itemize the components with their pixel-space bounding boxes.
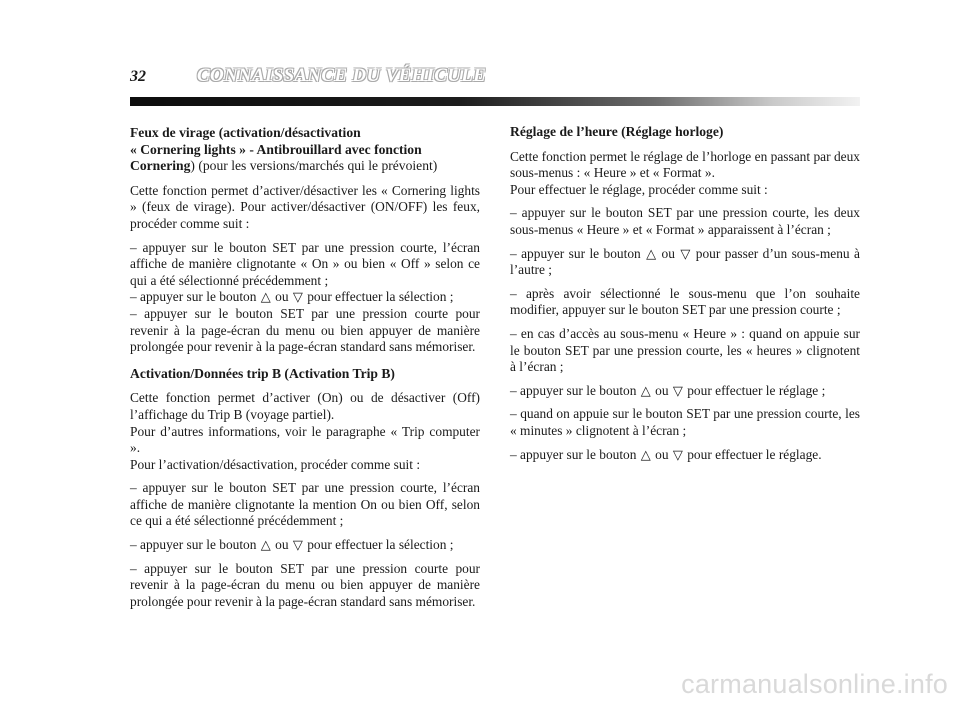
paragraph: Cette fonction permet d’activer/désactiver les « Cornering lights » (feux de virage). Pour activer/désactiver (ON/OFF) les feux, procéder comme suit :: [130, 182, 480, 231]
up-triangle-icon: △: [646, 246, 657, 262]
text-fragment: pour effectuer la sélection ;: [303, 537, 454, 553]
text-fragment: – appuyer sur le bouton: [130, 537, 260, 553]
watermark: carmanualsonline.info: [681, 669, 948, 699]
text-fragment: ou: [657, 245, 680, 261]
up-triangle-icon: △: [260, 290, 271, 306]
text-fragment: ou: [271, 289, 292, 305]
up-triangle-icon: △: [640, 383, 651, 399]
heading-line-3-bold: Cornering: [130, 158, 191, 174]
page-header: [130, 60, 860, 90]
down-triangle-icon: ▽: [680, 246, 691, 262]
paragraph: Pour d’autres informations, voir le paragraphe « Trip computer ».: [130, 423, 480, 456]
text-fragment: – appuyer sur le bouton: [510, 446, 640, 462]
paragraph: – appuyer sur le bouton SET par une pression courte, l’écran affiche de manière clignotante « On » ou bien « Off » selon ce qui a été sélectionné précédemment ;: [130, 239, 480, 288]
paragraph: Cette fonction permet d’activer (On) ou de désactiver (Off) l’affichage du Trip B (voyage partiel).: [130, 390, 480, 422]
paragraph: – après avoir sélectionné le sous-menu que l’on souhaite modifier, appuyer sur le bouton SET par une pression courte ;: [510, 285, 860, 318]
paragraph-with-icons: [510, 246, 860, 279]
paragraph-with-icons: [510, 383, 860, 400]
heading-line-2: « Cornering lights » - Antibrouillard avec fonction: [130, 141, 422, 157]
paragraph: – appuyer sur le bouton SET par une pression courte, l’écran affiche de manière clignotante la mention On ou bien Off, selon ce qui a été sélectionné précédemment ;: [130, 480, 480, 529]
paragraph: – appuyer sur le bouton SET par une pression courte pour revenir à la page-écran du menu ou bien appuyer de manière prolongée pour revenir à la page-écran standard sans mémoriser.: [130, 560, 480, 609]
text-fragment: – appuyer sur le bouton: [130, 289, 260, 305]
section-title: CONNAISSANCE DU VÉHICULE: [197, 65, 487, 86]
paragraph-with-icons: [130, 289, 480, 306]
text-fragment: pour effectuer le réglage ;: [683, 382, 826, 398]
right-column: [510, 124, 860, 470]
text-fragment: – appuyer sur le bouton: [510, 245, 646, 261]
text-fragment: ou: [651, 446, 672, 462]
text-fragment: ou: [651, 382, 672, 398]
heading-cornering-lights: [130, 125, 480, 175]
paragraph: Cette fonction permet le réglage de l’horloge en passant par deux sous-menus : « Heure » et « Format ».: [510, 148, 860, 181]
paragraph: – appuyer sur le bouton SET par une pression courte, les deux sous-menus « Heure » et « Format » apparaissent à l’écran ;: [510, 205, 860, 237]
down-triangle-icon: ▽: [292, 290, 303, 306]
heading-line-1: Feux de virage (activation/désactivation: [130, 125, 361, 140]
paragraph: – en cas d’accès au sous-menu « Heure » : quand on appuie sur le bouton SET par une pression courte, les « heures » clignotent à l’écran ;: [510, 325, 860, 375]
up-triangle-icon: △: [260, 538, 271, 554]
paragraph: – appuyer sur le bouton SET par une pression courte pour revenir à la page-écran du menu ou bien appuyer de manière prolongée pour revenir à la page-écran standard sans mémoriser.: [130, 305, 480, 355]
left-column: [130, 125, 480, 617]
paragraph-with-icons: [130, 537, 480, 554]
paragraph-with-icons: [510, 447, 860, 464]
text-fragment: – appuyer sur le bouton: [510, 382, 640, 398]
paragraph: Pour effectuer le réglage, procéder comme suit :: [510, 181, 768, 197]
up-triangle-icon: △: [640, 447, 651, 463]
text-fragment: pour effectuer le réglage.: [683, 446, 822, 462]
page-number: 32: [130, 68, 146, 85]
down-triangle-icon: ▽: [672, 383, 683, 399]
heading-trip-b: Activation/Données trip B (Activation Trip B): [130, 365, 395, 381]
paragraph: – quand on appuie sur le bouton SET par une pression courte, les « minutes » clignotent à l’écran ;: [510, 406, 860, 438]
header-rule: [130, 97, 860, 106]
text-fragment: ou: [271, 537, 292, 553]
heading-clock-setting: Réglage de l’heure (Réglage horloge): [510, 124, 724, 139]
paragraph: Pour l’activation/désactivation, procéder comme suit :: [130, 456, 421, 472]
text-fragment: pour passer d’un sous-menu à l’autre ;: [510, 245, 860, 278]
text-fragment: pour effectuer la sélection ;: [303, 289, 454, 305]
down-triangle-icon: ▽: [292, 538, 303, 554]
down-triangle-icon: ▽: [672, 447, 683, 463]
heading-line-3-normal: ) (pour les versions/marchés qui le prévoient): [190, 158, 438, 174]
